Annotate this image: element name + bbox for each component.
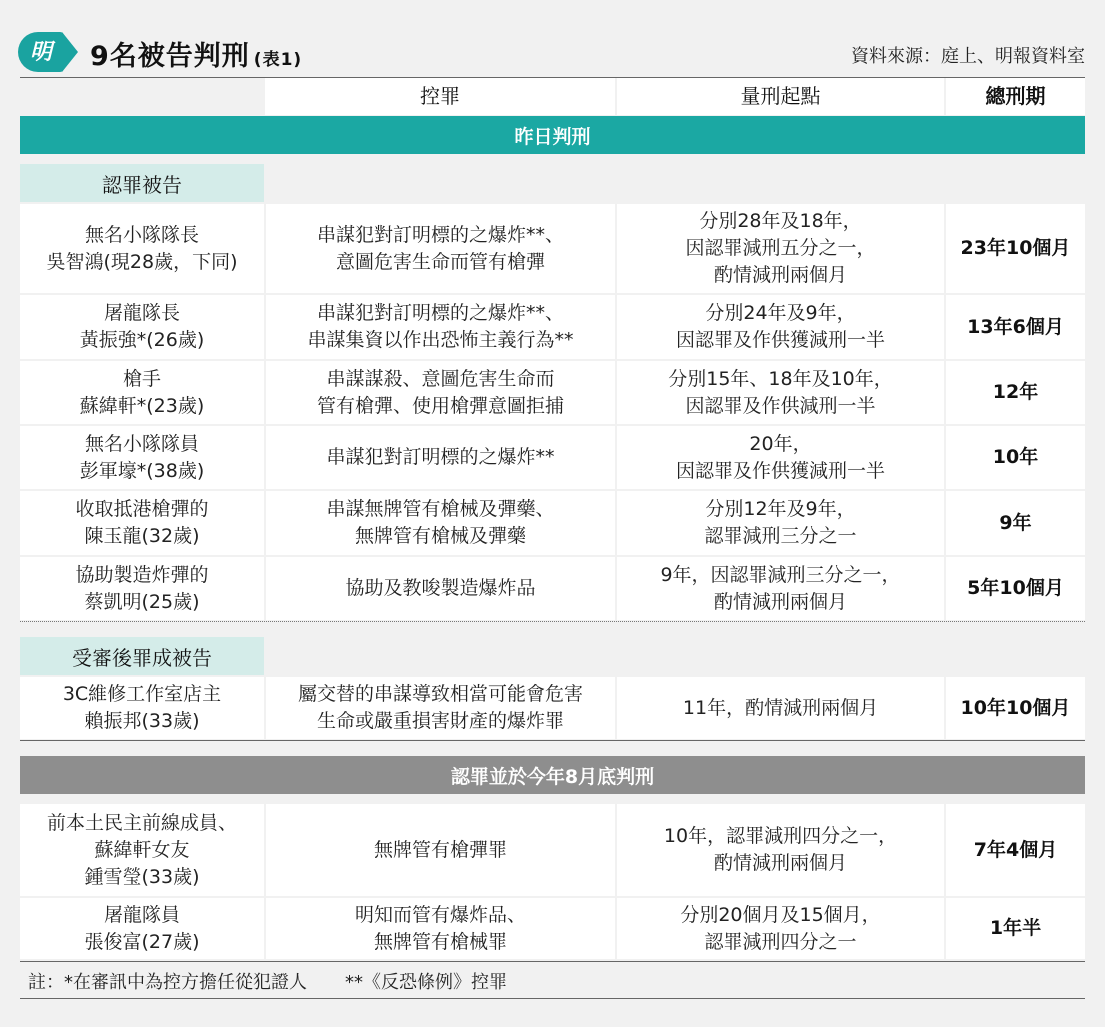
defendant-name: 賴振邦(33歲) — [84, 710, 200, 732]
logo-arrow-icon — [62, 32, 78, 72]
footnote-anti-terror: **《反恐條例》控罪 — [345, 972, 507, 993]
defendant-name: 黃振強*(26歲) — [79, 329, 205, 351]
charge-cell: 串謀謀殺、意圖危害生命而 管有槍彈、使用槍彈意圖拒捕 — [266, 361, 615, 424]
defendant-name: 鍾雪瑩(33歲) — [84, 865, 200, 888]
divider — [20, 740, 1085, 741]
defendant-role: 3C維修工作室店主 — [62, 683, 222, 705]
defendant-role: 屠龍隊長 — [103, 302, 180, 324]
total-sentence-cell: 5年10個月 — [946, 557, 1085, 620]
defendant-cell — [20, 361, 264, 424]
title-text: 9名被告判刑 — [90, 41, 250, 72]
defendant-cell — [20, 677, 264, 739]
section-bar-yesterday: 昨日判刑 — [20, 116, 1085, 154]
charge-cell: 串謀犯對訂明標的之爆炸**、 意圖危害生命而管有槍彈 — [266, 204, 615, 293]
starting-point-cell: 分別24年及9年， 因認罪及作供獲減刑一半 — [617, 295, 944, 359]
starting-point-cell: 20年， 因認罪及作供獲減刑一半 — [617, 426, 944, 489]
charge-cell: 無牌管有槍彈罪 — [266, 804, 615, 896]
col-header-charge: 控罪 — [265, 78, 615, 115]
defendant-role: 前本土民主前線成員、 蘇緯軒女友 — [46, 811, 237, 861]
mingpao-logo: 明 — [18, 32, 64, 72]
total-sentence-cell: 10年 — [946, 426, 1085, 489]
defendant-name: 蘇緯軒*(23歲) — [79, 394, 205, 417]
subsection-convicted-after-trial: 受審後罪成被告 — [20, 637, 264, 675]
total-sentence-cell: 7年4個月 — [946, 804, 1085, 896]
defendant-cell — [20, 557, 264, 620]
charge-cell: 串謀犯對訂明標的之爆炸**、 串謀集資以作出恐怖主義行為** — [266, 295, 615, 359]
defendant-cell — [20, 295, 264, 359]
total-sentence-cell: 10年10個月 — [946, 677, 1085, 739]
footnote-accomplice-witness: 註：*在審訊中為控方擔任從犯證人 — [28, 972, 307, 993]
page-title — [90, 34, 302, 73]
defendant-name: 陳玉龍(32歲) — [84, 525, 200, 547]
defendant-role: 無名小隊隊員 — [84, 432, 199, 455]
starting-point-cell: 分別20個月及15個月， 認罪減刑四分之一 — [617, 898, 944, 959]
defendant-name: 蔡凱明(25歲) — [84, 590, 200, 613]
footnote — [28, 968, 507, 994]
defendant-role: 槍手 — [122, 367, 161, 390]
charge-cell: 串謀犯對訂明標的之爆炸** — [266, 426, 615, 489]
starting-point-cell: 分別12年及9年， 認罪減刑三分之一 — [617, 491, 944, 555]
defendant-role: 協助製造炸彈的 — [75, 563, 209, 586]
divider — [20, 961, 1085, 962]
defendant-name: 彭軍壕*(38歲) — [79, 459, 205, 482]
col-header-starting-point: 量刑起點 — [617, 78, 944, 115]
defendant-cell — [20, 491, 264, 555]
bottom-rule — [20, 998, 1085, 999]
defendant-role: 無名小隊隊長 — [84, 223, 199, 246]
total-sentence-cell: 13年6個月 — [946, 295, 1085, 359]
charge-cell: 屬交替的串謀導致相當可能會危害 生命或嚴重損害財產的爆炸罪 — [266, 677, 615, 739]
total-sentence-cell: 12年 — [946, 361, 1085, 424]
charge-cell: 協助及教唆製造爆炸品 — [266, 557, 615, 620]
defendant-name: 吳智鴻(現28歲，下同) — [46, 250, 238, 273]
total-sentence-cell: 9年 — [946, 491, 1085, 555]
starting-point-cell: 9年，因認罪減刑三分之一， 酌情減刑兩個月 — [617, 557, 944, 620]
total-sentence-cell: 23年10個月 — [946, 204, 1085, 293]
col-header-total-sentence: 總刑期 — [946, 78, 1085, 115]
subsection-guilty-plea: 認罪被告 — [20, 164, 264, 202]
starting-point-cell: 分別15年、18年及10年， 因認罪及作供減刑一半 — [617, 361, 944, 424]
defendant-cell — [20, 804, 264, 896]
defendant-cell — [20, 898, 264, 959]
defendant-role: 收取抵港槍彈的 — [75, 498, 209, 520]
section-bar-august: 認罪並於今年8月底判刑 — [20, 756, 1085, 794]
defendant-cell — [20, 204, 264, 293]
starting-point-cell: 10年，認罪減刑四分之一， 酌情減刑兩個月 — [617, 804, 944, 896]
charge-cell: 串謀無牌管有槍械及彈藥、 無牌管有槍械及彈藥 — [266, 491, 615, 555]
source-credit: 資料來源：庭上、明報資料室 — [851, 46, 1085, 67]
defendant-name: 張俊富(27歲) — [84, 930, 200, 953]
defendant-role: 屠龍隊員 — [103, 903, 180, 926]
title-suffix: (表1) — [253, 50, 303, 70]
defendant-cell — [20, 426, 264, 489]
starting-point-cell: 11年，酌情減刑兩個月 — [617, 677, 944, 739]
total-sentence-cell: 1年半 — [946, 898, 1085, 959]
divider — [20, 621, 1085, 622]
charge-cell: 明知而管有爆炸品、 無牌管有槍械罪 — [266, 898, 615, 959]
starting-point-cell: 分別28年及18年， 因認罪減刑五分之一， 酌情減刑兩個月 — [617, 204, 944, 293]
